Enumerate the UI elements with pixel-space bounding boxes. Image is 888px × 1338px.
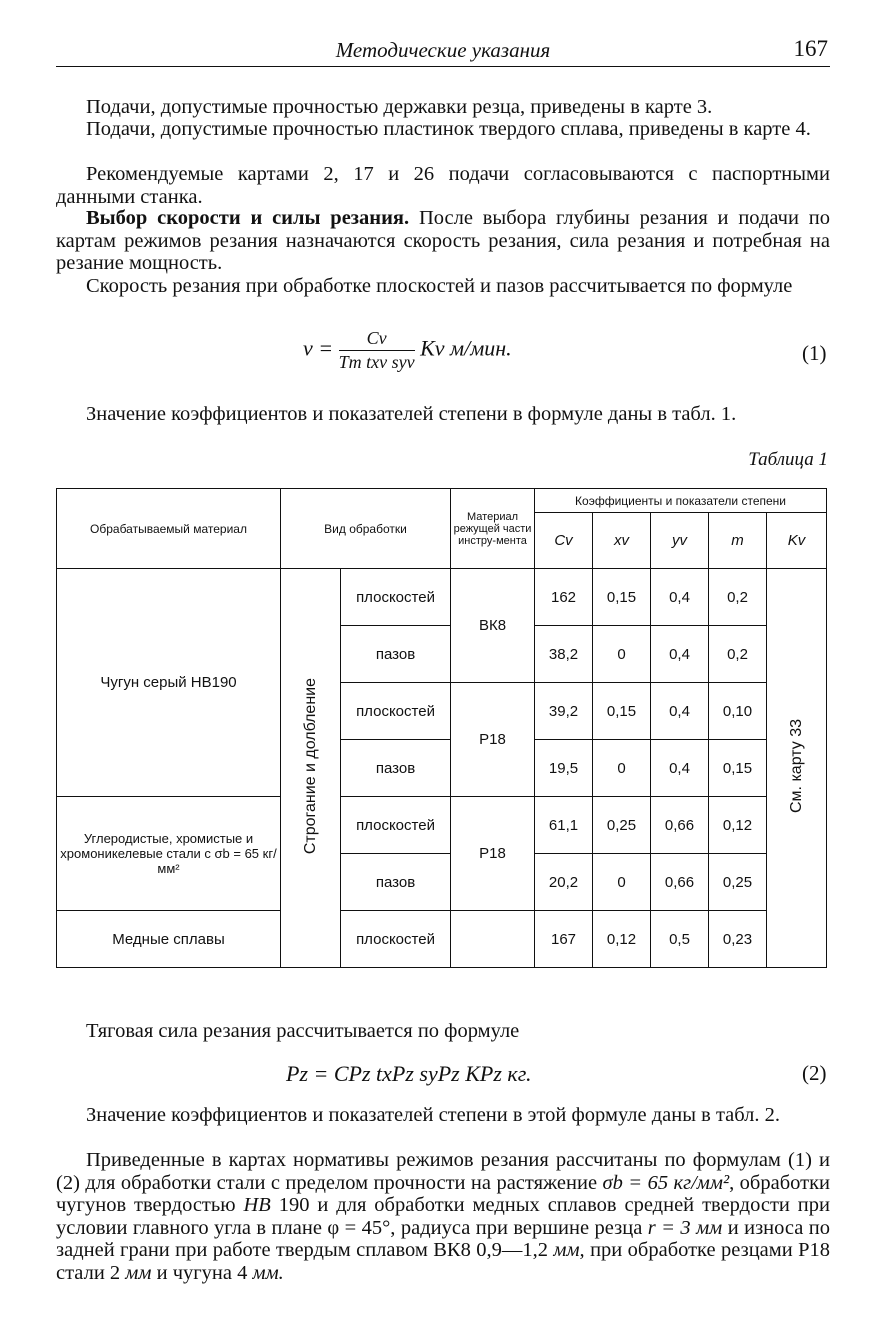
paragraph-8: Значение коэффициентов и показателей степени в этой формуле даны в табл. 2. (86, 1104, 781, 1126)
operation-group-label: Строгание и долбление (301, 677, 319, 855)
tool-cell: Р18 (451, 683, 535, 797)
kv-note-cell (767, 569, 827, 968)
cv-cell: 61,1 (535, 797, 593, 854)
paragraph-9-part: и чугуна 4 (151, 1261, 253, 1284)
yv-cell: 0,4 (651, 626, 709, 683)
kv-note: См. карту 33 (787, 719, 805, 813)
paragraph-9-part: Приведенные в картах нормативы режимов резания рассчитаны по формулам (1) и (2) для обработки стали с пределом прочности на растяжение (56, 1149, 830, 1194)
table-row (57, 911, 827, 968)
radius-value: r = 3 мм (647, 1216, 723, 1239)
yv-cell: 0,66 (651, 797, 709, 854)
paragraph-4 (56, 207, 830, 275)
header-cv: Cv (535, 513, 593, 569)
formula-1-denominator: Tm txv syv (338, 352, 415, 372)
paragraph-7: Тяговая сила резания рассчитывается по формуле (86, 1020, 520, 1042)
paragraph-2: Подачи, допустимые прочностью пластинок твердого сплава, приведены в карте 4. (86, 118, 811, 140)
table-caption: Таблица 1 (748, 449, 828, 470)
material-cell: Чугун серый НВ190 (57, 569, 281, 797)
formula-1-fraction (339, 328, 415, 373)
cv-cell: 39,2 (535, 683, 593, 740)
yv-cell: 0,4 (651, 569, 709, 626)
m-cell: 0,15 (709, 740, 767, 797)
xv-cell: 0,25 (593, 797, 651, 854)
surface-cell: плоскостей (341, 569, 451, 626)
cv-cell: 38,2 (535, 626, 593, 683)
cv-cell: 162 (535, 569, 593, 626)
xv-cell: 0 (593, 626, 651, 683)
m-cell: 0,10 (709, 683, 767, 740)
surface-cell: пазов (341, 740, 451, 797)
cv-cell: 19,5 (535, 740, 593, 797)
material-cell: Углеродистые, хромистые и хромоникелевые стали с σb = 65 кг/мм² (57, 797, 281, 911)
m-cell: 0,2 (709, 569, 767, 626)
xv-cell: 0,12 (593, 911, 651, 968)
unit: мм. (252, 1261, 284, 1284)
m-cell: 0,25 (709, 854, 767, 911)
formula-2: Pz = CPz txPz syPz KPz кг. (286, 1061, 532, 1086)
sigma-value: σb = 65 кг/мм² (602, 1171, 730, 1194)
hardness-symbol: НВ (243, 1194, 271, 1216)
yv-cell: 0,5 (651, 911, 709, 968)
tool-cell (451, 911, 535, 968)
running-title: Методические указания (335, 38, 551, 62)
paragraph-3: Рекомендуемые картами 2, 17 и 26 подачи согласовываются с паспортными данными станка. (56, 163, 830, 208)
paragraph-6: Значение коэффициентов и показателей степени в формуле даны в табл. 1. (86, 403, 737, 425)
paragraph-9-part: , обработки чугунов твердостью (56, 1171, 831, 1216)
paragraph-9-part: 190 и для обработки медных сплавов средней твердости при условии главного угла в плане φ = 45°, радиуса при вершине резца (56, 1194, 830, 1239)
cv-cell: 167 (535, 911, 593, 968)
tool-cell: Р18 (451, 797, 535, 911)
xv-cell: 0 (593, 740, 651, 797)
formula-1-rhs: Kv м/мин. (420, 335, 512, 361)
m-cell: 0,2 (709, 626, 767, 683)
header-xv: xv (593, 513, 651, 569)
header-tool-material: Материал режущей части инстру-мента (451, 489, 535, 569)
m-cell: 0,12 (709, 797, 767, 854)
page-number: 167 (793, 36, 828, 61)
unit: мм (125, 1261, 152, 1284)
yv-cell: 0,4 (651, 740, 709, 797)
surface-cell: плоскостей (341, 797, 451, 854)
paragraph-9-part: при обработке резцами Р18 стали 2 (56, 1239, 830, 1284)
formula-2-number: (2) (802, 1061, 827, 1085)
paragraph-9-part: и износа по задней грани при работе твердым сплавом ВК8 0,9—1,2 (56, 1216, 830, 1261)
formula-1-number: (1) (802, 341, 827, 365)
header-coefficients: Коэффициенты и показатели степени (535, 489, 827, 513)
surface-cell: плоскостей (341, 683, 451, 740)
paragraph-1: Подачи, допустимые прочностью державки резца, приведены в карте 3. (86, 96, 713, 118)
surface-cell: плоскостей (341, 911, 451, 968)
surface-cell: пазов (341, 854, 451, 911)
unit: мм, (553, 1239, 585, 1261)
header-material: Обрабатываемый материал (57, 489, 281, 569)
m-cell: 0,23 (709, 911, 767, 968)
paragraph-5: Скорость резания при обработке плоскостей и пазов рассчитывается по формуле (86, 275, 793, 297)
header-yv: yv (651, 513, 709, 569)
coefficients-table (56, 488, 827, 968)
formula-1 (303, 328, 512, 373)
xv-cell: 0 (593, 854, 651, 911)
tool-cell: ВК8 (451, 569, 535, 683)
header-m: m (709, 513, 767, 569)
paragraph-4-text: После выбора глубины резания и подачи по картам режимов резания назначаются скорость резания, сила резания и потребная на резание мощность. (56, 207, 830, 274)
header-operation: Вид обработки (281, 489, 451, 569)
xv-cell: 0,15 (593, 683, 651, 740)
formula-1-lhs: v = (303, 335, 334, 361)
header-kv: Kv (767, 513, 827, 569)
yv-cell: 0,4 (651, 683, 709, 740)
formula-1-numerator: Cv (339, 328, 415, 351)
yv-cell: 0,66 (651, 854, 709, 911)
section-heading: Выбор скорости и силы резания. (86, 207, 410, 229)
surface-cell: пазов (341, 626, 451, 683)
table-row (57, 797, 827, 854)
running-header (56, 36, 830, 67)
paragraph-9 (56, 1149, 830, 1284)
material-cell: Медные сплавы (57, 911, 281, 968)
xv-cell: 0,15 (593, 569, 651, 626)
table-row (57, 569, 827, 626)
operation-group-cell (281, 569, 341, 968)
cv-cell: 20,2 (535, 854, 593, 911)
